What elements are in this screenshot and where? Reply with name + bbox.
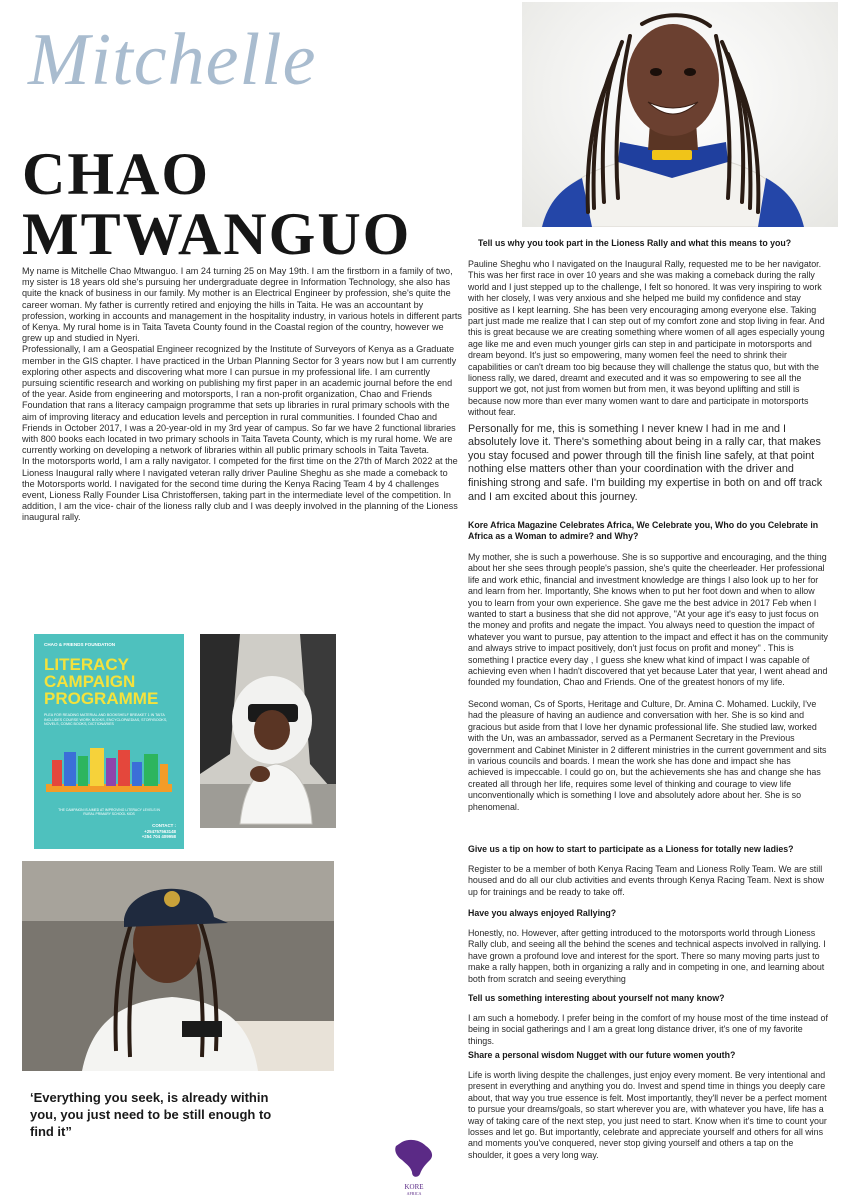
question-heading-2: Kore Africa Magazine Celebrates Africa, We Celebrate you, Who do you Celebrate in Africa as a Woman to admire? and Why? xyxy=(468,520,819,541)
question-heading-4: Have you always enjoyed Rallying? xyxy=(468,908,617,918)
pull-quote: ‘Everything you seek, is already within you, you just need to be still enough to find it” xyxy=(30,1090,272,1139)
answer-1-emphasis: Personally for me, this is something I never knew I had in me and I absolutely love it. There's something about being in a rally car, that makes you stay focused and power through till the finish line safely, at that point nothing else matters other than your coordination with the driver and finishing strong and safe. I'm building my expertise in both on and off track and I am excited about this journey. xyxy=(468,422,823,503)
poster-phone-1: +254757563148 xyxy=(144,828,176,834)
intro-text xyxy=(22,266,462,524)
literacy-campaign-poster xyxy=(34,634,184,849)
africa-map-icon xyxy=(392,1138,436,1178)
navigator-cap-photo xyxy=(22,861,334,1071)
answer-5-body: I am such a homebody. I prefer being in the comfort of my house most of the time instead of being in social gatherings and I am a great long distance driver, it's one of my favorite things. xyxy=(468,1013,828,1046)
question-heading-3: Give us a tip on how to start to participate as a Lioness for totally new ladies? xyxy=(468,844,794,854)
qa-block-2 xyxy=(468,520,828,813)
qa-block-6 xyxy=(468,1050,828,1161)
poster-campaign-note: THE CAMPAIGN IS AIMED AT IMPROVING LITERACY LEVELS IN RURAL PRIMARY SCHOOL KIDS xyxy=(58,808,160,817)
poster-title-line2: CAMPAIGN xyxy=(44,672,136,691)
poster-org: CHAO & FRIENDS FOUNDATION xyxy=(44,642,116,647)
answer-6-body: Life is worth living despite the challenges, just enjoy every moment. Be very intentional and present in everything and anything you do. Invest and spend time in things you deeply care about, that way you true essence is felt. Most importantly, they'll never be a perfect moment to pursue your dreams/goals, so start wherever you are, with whatever you have, life has a way of taking care of the next step, you just need to start. Know when it's time to count your losses and let go. But importantly, celebrate and appreciate yourself and others for all wins and moments you've conquered, never stop giving yourself and others a tap on the shoulder, it goes a very long way. xyxy=(468,1070,827,1160)
intro-paragraph-motorsports: In the motorsports world, I am a rally navigator. I competed for the first time on the 27th of March 2022 at the Lioness Inaugural rally where I navigated veteran rally driver Pauline Sheghu as she made a comeback to the Motorsports world. I navigated for the second time during the Kenya Racing Team 4 by 4 challenges event, Lioness Rally Founder Lisa Christoffersen, taking part in the intermediate level of the competition. In addition, I am the vice- chair of the lioness rally club and I was deeply involved in the planning of the Lioness inaugural rally. xyxy=(22,456,458,523)
poster-title-line1: LITERACY xyxy=(44,655,129,674)
first-name-heading: Mitchelle xyxy=(28,19,317,101)
intro-paragraph-professional: Professionally, I am a Geospatial Engineer recognized by the Institute of Surveyors of Kenya as a Graduate member in the GIS chapter. I have practiced in the Urban Planning Sector for 3 years now but I am currently exploring other aspects and discovering what more I can pursue in my professional life. I am currently pursuing scientific research and working on publishing my first paper in an academic journal before the end of the year. Aside from engineering and motorsports, I ran a non-profit organization, Chao and Friends Foundation that rans a literacy campaign programme that sets up libraries in rural primary schools with the aim of improving literacy and education levels and perception in rural communities. I founded Chao and Friends in October 2017, I was a 20-year-old in my 3rd year of campus. So far we have 2 functional libraries with 800 books each located in two primary schools in Taita Taveta County, which is my rural home. We are currently working on developing a network of libraries within all public primary schools in Taita Taveta. xyxy=(22,344,457,456)
poster-contact-label: CONTACT : xyxy=(152,823,176,828)
answer-4-body: Honestly, no. However, after getting introduced to the motorsports world through Lioness Rally club, and seeing all the behind the scenes and technical aspects involved in rallying. I have grown a profound love and interest for the sport. There so many moving parts just to make a rally happen, both in organizing a rally and in competing in one, and learning about both from scratch and seeing everything xyxy=(468,928,826,984)
surname-line-2: MTWANGUO xyxy=(22,201,412,267)
answer-3-body: Register to be a member of both Kenya Racing Team and Lioness Rolly Team. We are still housed and do all our club activities and events through Kenya Racing Team. Next is show up for trainings and be ready to take off. xyxy=(468,864,825,897)
qa-block-1 xyxy=(468,238,828,504)
qa-block-5 xyxy=(468,993,828,1047)
qa-block-4 xyxy=(468,908,828,985)
qa-block-3 xyxy=(468,844,828,898)
logo-text-africa: AFRICA xyxy=(406,1191,422,1196)
question-heading-6: Share a personal wisdom Nugget with our future women youth? xyxy=(468,1050,736,1060)
intro-paragraph-family: My name is Mitchelle Chao Mtwanguo. I am 24 turning 25 on May 19th. I am the firstborn in a family of two, my sister is 18 years old she's pursuing her undergraduate degree in Information Technology, she also has quite the knack of business in our family. My mother is an Electrical Engineer by profession, she's quite the career woman. My father is currently retired and enjoying the hills in Taita. He was an accountant by profession, working in accounts and management in the hospitality industry, in various hotels in different parts of Kenya. My rural home is in Taita Taveta County found in the Coastal region of the country, however we grew up and studied in Nyeri. xyxy=(22,266,462,344)
rally-car-photo xyxy=(200,634,336,828)
poster-title-line3: PROGRAMME xyxy=(44,689,159,708)
answer-2-body-amina: Second woman, Cs of Sports, Heritage and Culture, Dr. Amina C. Mohamed. Luckily, I've had the pleasure of having an audience and conversation with her. She is so kind and gracious but aside from that I love her dynamic professional life. She studied law, worked with the Un, was an ambassador, served as a Permanent Secretary in the Previous government and Cabinet Minister in 2 different ministries in the current government and sits in various councils and boards. I mean the work she has done and impact she has achieved is impeccable. I could go on, but the achievements she has and change she has created all through her life, requires some level of thinking and courage to view life unconventionally which is something I love and absolutely adore about her. She is so phenomenal. xyxy=(468,698,827,812)
surname-line-1: CHAO xyxy=(22,141,210,207)
portrait-photo xyxy=(522,2,838,227)
question-heading-5: Tell us something interesting about yourself not many know? xyxy=(468,993,725,1003)
logo-text-kore: KORE xyxy=(404,1183,424,1191)
poster-phone-2: +254 704 409958 xyxy=(141,834,176,840)
question-heading-1: Tell us why you took part in the Lioness Rally and what this means to you? xyxy=(478,238,792,248)
poster-fineprint: PLEA FOR READING MATERIAL AND BOOKSHELF BREAKET 1 IN TAITA INCLUDES COURSE WORK BOOKS, ENCYCLOPAEDIAS, STORYBOOKS, NOVELS, COMIC BOOKS, DICTIONARIES xyxy=(44,713,168,726)
books-illustration xyxy=(42,740,176,802)
answer-2-body-mother: My mother, she is such a powerhouse. She is so supportive and encouraging, and the thing about her she sees through people's passion, she's quite the cheerleader. Her professional life and work ethic, financial and investment knowledge are things I also look up to her for and learn from her. Importantly, She knows when to put her foot down and when to allow you to learn from your own experience. She gave me the best advice in 2017 Feb when I wanted to start a business that she did not approve, "At your age it's easy to just focus on the money and profits and negate the impact. You always need to question the impact of whatever you want to pursue, pay attention to the impact and effect it has on the community and always strive to impact positively, don't just focus on profit and money" . This is something I practice every day , I guess she knew what kind of impact I was capable of achieving even when I hadn't discovered that yet because Later that year, I went ahead and founded my foundation, Chao and Friends. One of the greatest honors of my life. xyxy=(468,552,828,688)
kore-africa-logo xyxy=(392,1138,436,1196)
answer-1-body: Pauline Sheghu who I navigated on the Inaugural Rally, requested me to be her navigator. This was her first race in over 10 years and she was making a comeback during the rally world and I just stepped up to the challenge, I felt so honored. It was very inspiring to work with her closely, I was very anxious and she helped me build my confidence and stay positive as I kept learning. She has been very encouraging among everyone else. Taking part just made me realize that I can step out of my comfort zone and stop living in fear. And this is great because we are creating something where women of all ages especially young age like me and even much younger girls can step in and participate in motorsports and dream beyond. It's just so empowering, many women feel the need to shrink their capabilities or can't dream too big because they will challenge the status quo, but with the lioness rally, we dared, dreamt and executed and it was so empowering to see all the support we got, not just from women but from men, it was beyond uplifting and still is because now more than ever many women want to dare and participate in motorsports without fear. xyxy=(468,259,825,418)
